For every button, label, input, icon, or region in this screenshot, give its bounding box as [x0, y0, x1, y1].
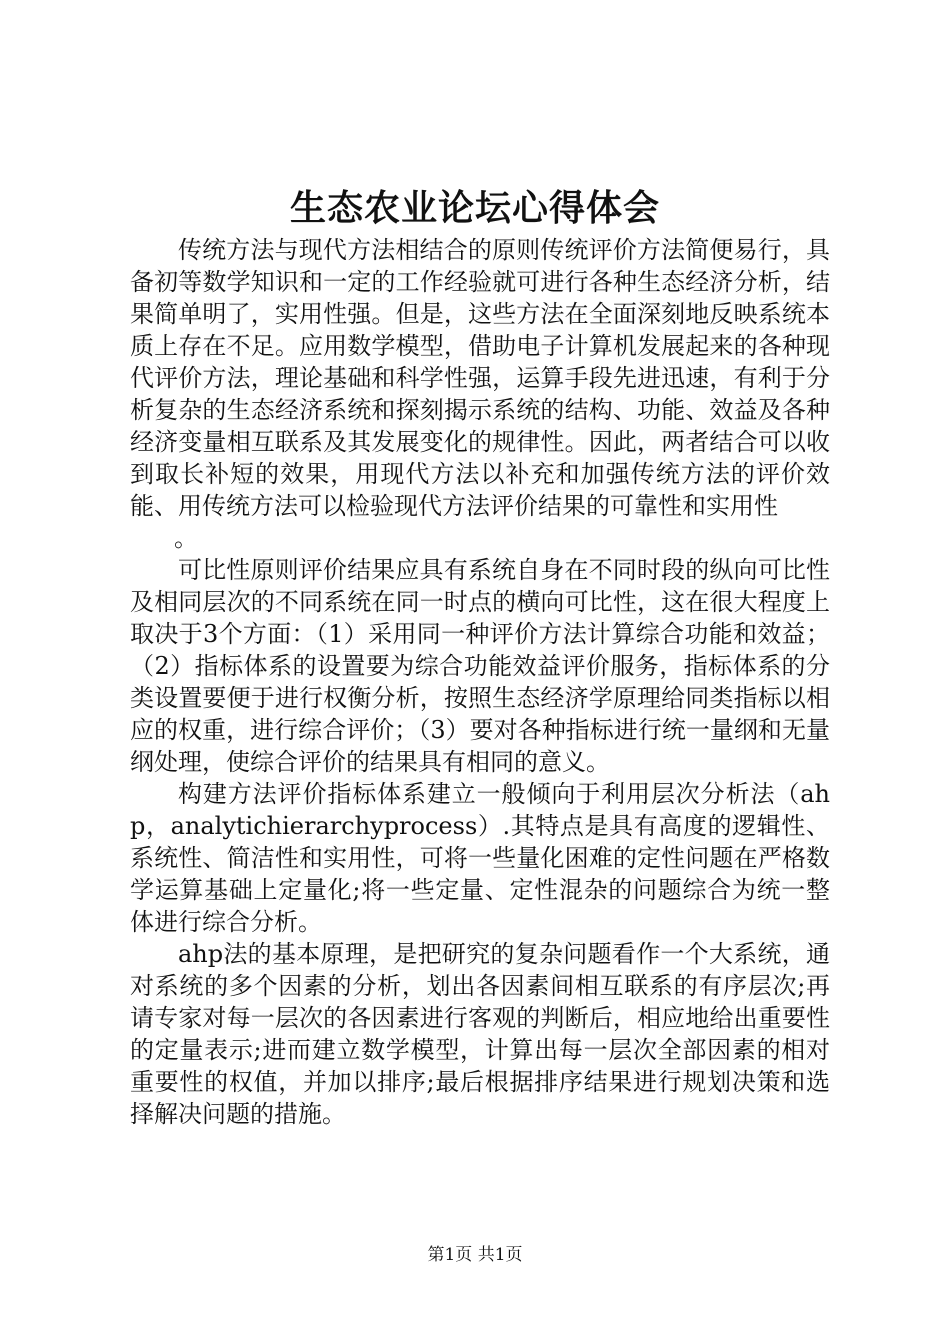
document-title: 生态农业论坛心得体会	[289, 187, 660, 229]
paragraph-period: 。	[174, 524, 198, 552]
paragraph-ahp-principle: ahp法的基本原理，是把研究的复杂问题看作一个大系统，通对系统的多个因素的分析，划出各因素间相互联系的有序层次;再请专家对每一层次的各因素进行客观的判断后，相应地给出重要性的定量表示;进而建立数学模型，计算出每一层次全部因素的相对重要性的权值，并加以排序;最后根据排序结果进行规划决策和选择解决问题的措施。	[130, 940, 830, 1128]
paragraph-construction-method: 构建方法评价指标体系建立一般倾向于利用层次分析法（ahp，analytichierarchyprocess）.其特点是具有高度的逻辑性、系统性、简洁性和实用性，可将一些量化困难的定性问题在严格数学运算基础上定量化;将一些定量、定性混杂的问题综合为统一整体进行综合分析。	[130, 780, 830, 936]
page-footer: 第1页 共1页	[427, 1245, 523, 1265]
paragraph-principle-combination: 传统方法与现代方法相结合的原则传统评价方法简便易行，具备初等数学知识和一定的工作经验就可进行各种生态经济分析，结果简单明了，实用性强。但是，这些方法在全面深刻地反映系统本质上存在不足。应用数学模型，借助电子计算机发展起来的各种现代评价方法，理论基础和科学性强，运算手段先进迅速，有利于分析复杂的生态经济系统和探刻揭示系统的结构、功能、效益及各种经济变量相互联系及其发展变化的规律性。因此，两者结合可以收到取长补短的效果，用现代方法以补充和加强传统方法的评价效能、用传统方法可以检验现代方法评价结果的可靠性和实用性	[130, 236, 830, 520]
document-body	[130, 234, 830, 1130]
paragraph-principle-comparability: 可比性原则评价结果应具有系统自身在不同时段的纵向可比性及相同层次的不同系统在同一时点的横向可比性，这在很大程度上取决于3个方面：（1）采用同一种评价方法计算综合功能和效益；（2）指标体系的设置要为综合功能效益评价服务，指标体系的分类设置要便于进行权衡分析，按照生态经济学原理给同类指标以相应的权重，进行综合评价；（3）要对各种指标进行统一量纲和无量纲处理，使综合评价的结果具有相同的意义。	[130, 556, 830, 776]
